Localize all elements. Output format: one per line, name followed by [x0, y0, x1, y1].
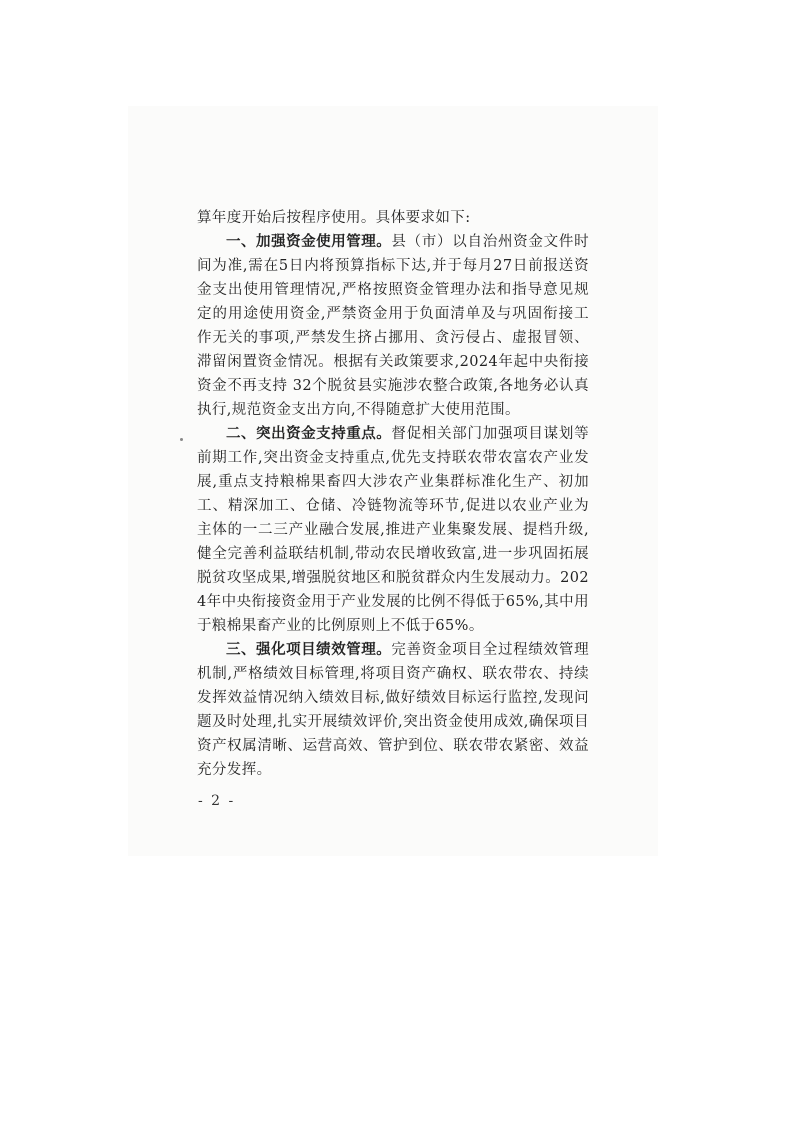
section-1-body: 县（市）以自治州资金文件时间为准,需在5日内将预算指标下达,并于每月27日前报送资金支出使用管理情况,严格按照资金管理办法和指导意见规定的用途使用资金,严禁资金用于负面清单及与巩固衔接工作无关的事项,严禁发生挤占挪用、贪污侵占、虚报冒领、滞留闲置资金情况。根据有关政策要求,2024年起中央衔接资金不再支持 32个脱贫县实施涉农整合政策,各地务必认真执行,规范资金支出方向,不得随意扩大使用范围。: [197, 234, 590, 418]
document-body: [197, 206, 589, 782]
section-3-paragraph: [197, 638, 589, 782]
section-2-body: 督促相关部门加强项目谋划等前期工作,突出资金支持重点,优先支持联农带农富农产业发展,重点支持粮棉果畜四大涉农产业集群标准化生产、初加工、精深加工、仓储、冷链物流等环节,促进以农业产业为主体的一二三产业融合发展,推进产业集聚发展、提档升级,健全完善利益联结机制,带动农民增收致富,进一步巩固拓展脱贫攻坚成果,增强脱贫地区和脱贫群众内生发展动力。2024年中央衔接资金用于产业发展的比例不得低于65%,其中用于粮棉果畜产业的比例原则上不低于65%。: [197, 426, 590, 634]
scan-speck: [180, 438, 183, 441]
section-1-heading: 一、加强资金使用管理。: [226, 234, 392, 250]
page-number: - 2 -: [198, 793, 236, 809]
section-1-paragraph: [197, 230, 589, 422]
section-3-heading: 三、强化项目绩效管理。: [226, 642, 392, 658]
section-2-heading: 二、突出资金支持重点。: [226, 426, 392, 442]
section-3-body: 完善资金项目全过程绩效管理机制,严格绩效目标管理,将项目资产确权、联农带农、持续发挥效益情况纳入绩效目标,做好绩效目标运行监控,发现问题及时处理,扎实开展绩效评价,突出资金使用成效,确保项目资产权属清晰、运营高效、管护到位、联农带农紧密、效益充分发挥。: [197, 642, 590, 778]
intro-paragraph: 算年度开始后按程序使用。具体要求如下:: [197, 210, 471, 226]
section-2-paragraph: [197, 422, 589, 638]
